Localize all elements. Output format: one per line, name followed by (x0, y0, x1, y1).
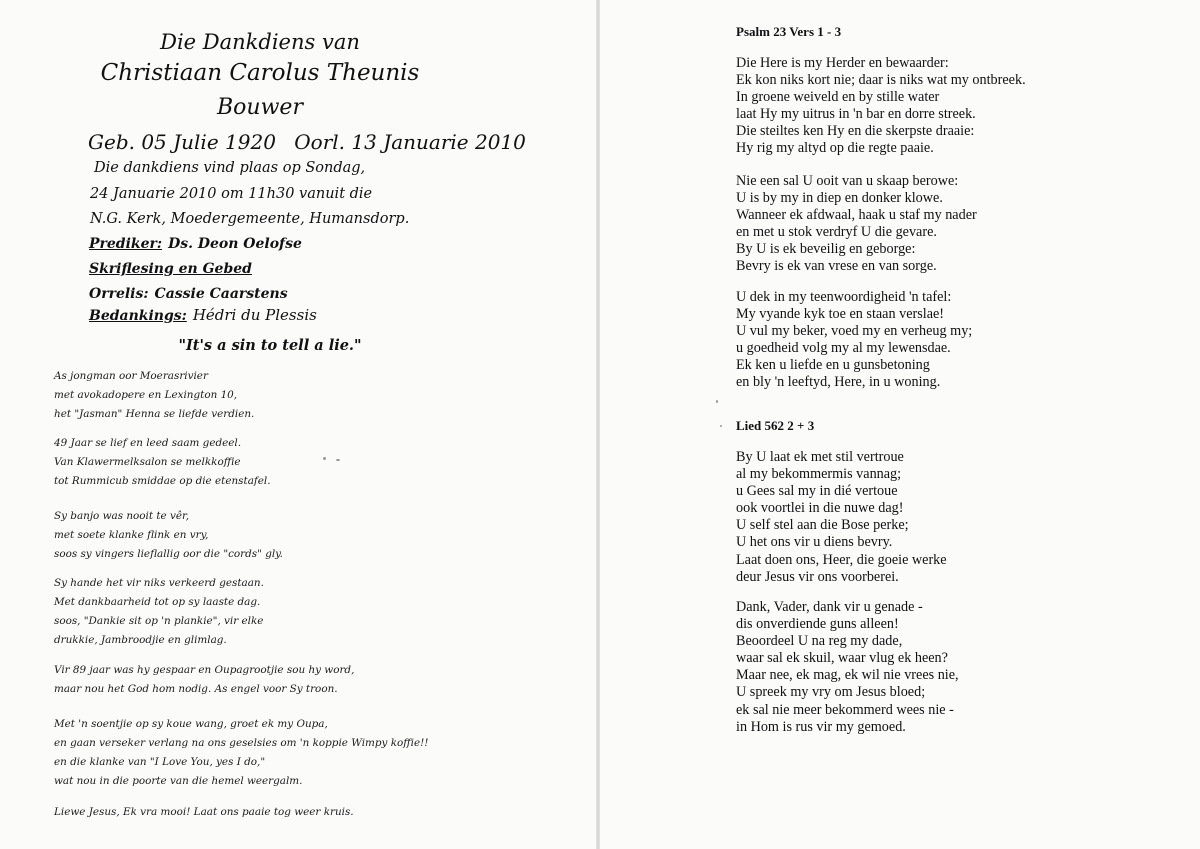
poem-line: Sy hande het vir niks verkeerd gestaan. (54, 577, 264, 589)
verse-line: en met u stok verdryf U die gevare. (736, 224, 937, 241)
poem-stanza (54, 434, 574, 491)
poem-line: Vir 89 jaar was hy gespaar en Oupagrootjie sou hy word, (54, 664, 355, 676)
role-organist (89, 286, 288, 302)
poem-line: As jongman oor Moerasrivier (54, 370, 208, 382)
verse-line: waar sal ek skuil, waar vlug ek heen? (736, 650, 948, 667)
verse-line: U dek in my teenwoordigheid 'n tafel: (736, 289, 952, 305)
verse-line: By U is ek beveilig en geborge: (736, 241, 916, 258)
poem-stanza (54, 715, 574, 791)
verse-line: By U laat ek met stil vertroue (736, 449, 904, 465)
service-info-line: N.G. Kerk, Moedergemeente, Humansdorp. (90, 211, 410, 227)
verse-line: Nie een sal U ooit van u skaap berowe: (736, 173, 959, 189)
poem-line: wat nou in die poorte van die hemel weergalm. (54, 775, 303, 787)
verse-line: Ek kon niks kort nie; daar is niks wat my ontbreek. (736, 72, 1026, 89)
right-page (600, 0, 1200, 849)
verse-line: Bevry is ek van vrese en van sorge. (736, 258, 937, 275)
hymn-verse (736, 449, 947, 586)
verse-line: in Hom is rus vir my gemoed. (736, 718, 906, 735)
deceased-name: Christiaan Carolus Theunis (100, 60, 420, 86)
verse-line: ook voortlei in die nuwe dag! (736, 500, 904, 517)
poem-line: drukkie, Jambroodjie en glimlag. (54, 634, 227, 646)
verse-line: u Gees sal my in dié vertoue (736, 483, 898, 500)
verse-line: U het ons vir u diens bevry. (736, 534, 893, 551)
role-value: Cassie Caarstens (154, 286, 288, 302)
verse-line: deur Jesus vir ons voorberei. (736, 568, 899, 585)
verse-line: laat Hy my uitrus in 'n bar en dorre streek. (736, 106, 976, 123)
verse-line: Die steiltes ken Hy en die skerpste draaie: (736, 123, 975, 140)
role-label: Prediker: (89, 236, 163, 252)
verse-line: Maar nee, ek mag, ek wil nie vrees nie, (736, 667, 959, 684)
verse-line: U spreek my vry om Jesus bloed; (736, 684, 926, 701)
poem-stanza (54, 574, 574, 650)
deceased-surname: Bouwer (217, 95, 303, 120)
role-label: Orrelis: (89, 286, 149, 302)
paper-speck (336, 459, 340, 461)
death-date: Oorl. 13 Januarie 2010 (294, 130, 526, 154)
verse-line: dis onverdiende guns alleen! (736, 616, 899, 633)
poem-stanza (54, 367, 574, 424)
verse-line: Wanneer ek afdwaal, haak u staf my nader (736, 207, 977, 224)
verse-line: Hy rig my altyd op die regte paaie. (736, 140, 934, 157)
psalm-verse (736, 289, 972, 392)
poem-line: soos, "Dankie sit op 'n plankie", vir elke (54, 615, 264, 627)
verse-line: en bly 'n leeftyd, Here, in u woning. (736, 374, 941, 391)
psalm-verse (736, 173, 977, 276)
poem-line: met soete klanke flink en vry, (54, 529, 209, 541)
poem-stanza (54, 661, 574, 699)
poem-line: soos sy vingers lieflallig oor die "cords" gly. (54, 548, 283, 560)
left-page (0, 0, 597, 849)
verse-line: u goedheid volg my al my lewensdae. (736, 340, 951, 357)
poem-line: Met dankbaarheid tot op sy laaste dag. (54, 596, 261, 608)
role-scripture-reading (89, 261, 252, 277)
paper-speck (323, 457, 326, 460)
verse-line: U is by my in diep en donker klowe. (736, 190, 943, 207)
hymn-verse (736, 599, 959, 736)
verse-line: ek sal nie meer bekommerd wees nie - (736, 701, 954, 718)
poem-line: Van Klawermelksalon se melkkoffie (54, 456, 241, 468)
verse-line: U vul my beker, voed my en verheug my; (736, 323, 973, 340)
service-info-line: Die dankdiens vind plaas op Sondag, (94, 160, 366, 176)
verse-line: Dank, Vader, dank vir u genade - (736, 599, 923, 615)
verse-line: In groene weiveld en by stille water (736, 89, 940, 106)
role-value: Ds. Deon Oelofse (168, 236, 302, 252)
role-value: Hédri du Plessis (192, 306, 317, 324)
poem-line: tot Rummicub smiddae op die etenstafel. (54, 475, 271, 487)
poem-stanza (54, 507, 574, 564)
poem-stanza (54, 803, 574, 822)
paper-speck (716, 400, 718, 403)
poem-line: maar nou het God hom nodig. As engel voor Sy troon. (54, 683, 338, 695)
poem-line: Liewe Jesus, Ek vra mooi! Laat ons paaie tog weer kruis. (54, 806, 354, 818)
poem-line: en gaan verseker verlang na ons geselsies om 'n koppie Wimpy koffie!! (54, 737, 429, 749)
service-title: Die Dankdiens van (160, 30, 360, 54)
poem-line: Met 'n soentjie op sy koue wang, groet ek my Oupa, (54, 718, 328, 730)
poem-line: met avokadopere en Lexington 10, (54, 389, 238, 401)
verse-line: My vyande kyk toe en staan verslae! (736, 306, 945, 323)
role-thanks (89, 306, 317, 324)
poem-line: 49 Jaar se lief en leed saam gedeel. (54, 437, 242, 449)
role-preacher (89, 236, 302, 252)
role-label: Skriflesing en Gebed (89, 261, 252, 277)
verse-line: al my bekommermis vannag; (736, 466, 902, 483)
poem-line: en die klanke van "I Love You, yes I do," (54, 756, 266, 768)
verse-line: Laat doen ons, Heer, die goeie werke (736, 551, 947, 568)
psalm-verse (736, 55, 1026, 158)
birth-date: Geb. 05 Julie 1920 (88, 130, 276, 154)
role-label: Bedankings: (89, 308, 187, 324)
verse-line: Beoordeel U na reg my dade, (736, 633, 903, 650)
life-dates (88, 130, 526, 154)
quote: "It's a sin to tell a lie." (178, 337, 362, 354)
hymn-heading: Lied 562 2 + 3 (736, 418, 815, 433)
verse-line: U self stel aan die Bose perke; (736, 517, 909, 534)
verse-line: Ek ken u liefde en u gunsbetoning (736, 357, 930, 374)
psalm-heading: Psalm 23 Vers 1 - 3 (736, 24, 842, 39)
verse-line: Die Here is my Herder en bewaarder: (736, 55, 949, 71)
poem-line: het "Jasman" Henna se liefde verdien. (54, 408, 255, 420)
service-info-line: 24 Januarie 2010 om 11h30 vanuit die (90, 186, 373, 202)
paper-speck (720, 425, 722, 427)
poem-line: Sy banjo was nooit te vêr, (54, 510, 190, 522)
